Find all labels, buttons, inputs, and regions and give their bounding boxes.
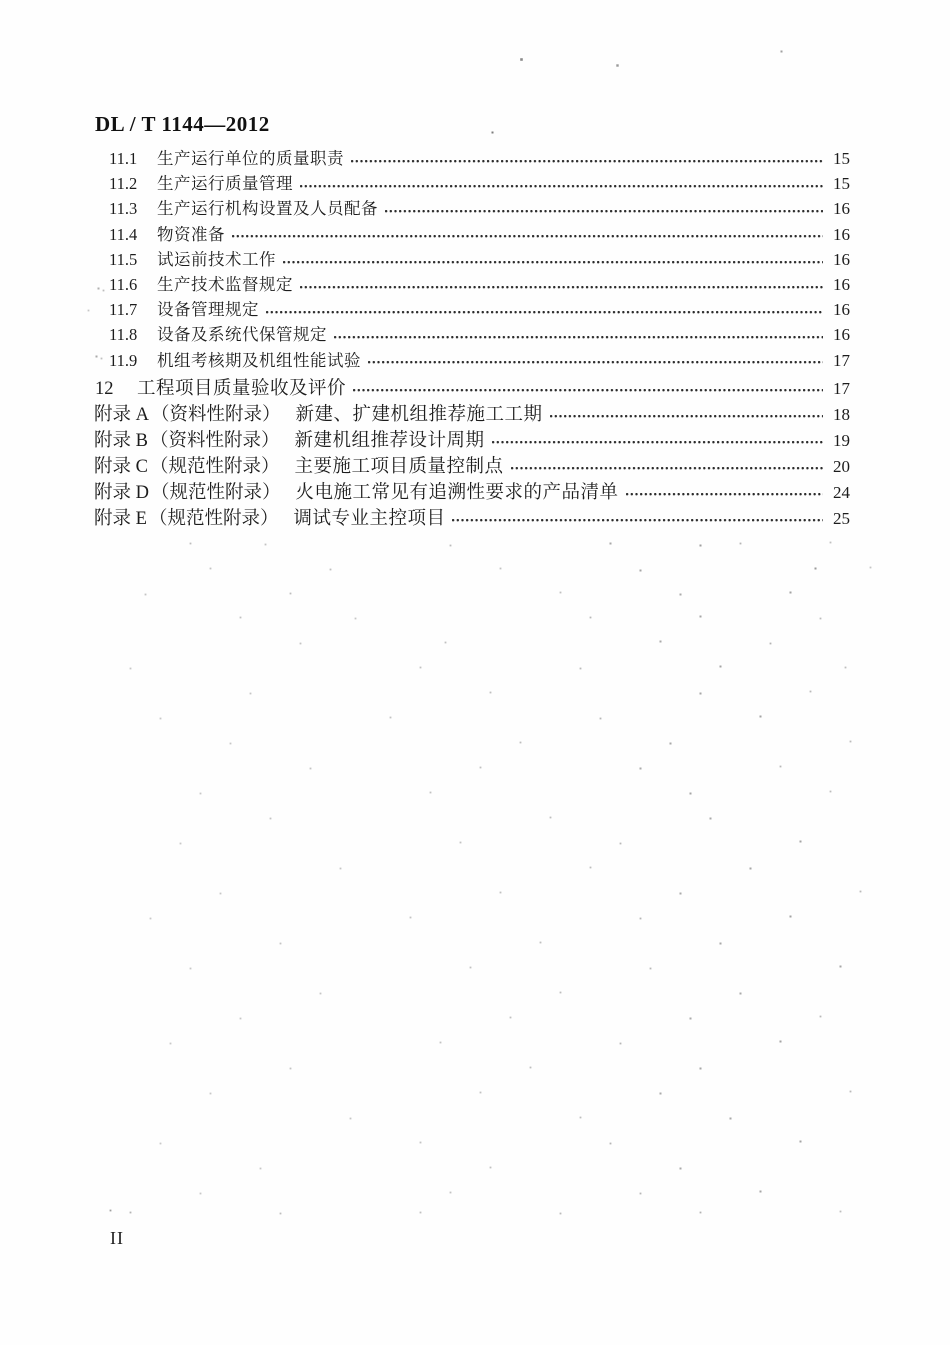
toc-entry-page: 15: [833, 149, 850, 168]
toc-entry-label: 调试专业主控项目: [293, 508, 446, 529]
toc-entry: [93, 426, 850, 452]
dot-leader: [626, 478, 823, 504]
toc-entry: [93, 296, 850, 321]
toc-entry-label: 新建、扩建机组推荐施工工期: [295, 404, 543, 425]
toc-entry-number: 11.6: [109, 274, 138, 294]
toc-entry: [93, 321, 850, 346]
toc-entry-page: 24: [833, 482, 850, 502]
dot-leader: [368, 347, 823, 372]
toc-entry-label: 生产技术监督规定: [157, 274, 293, 294]
toc-entry-page: 16: [833, 300, 850, 320]
toc-entry-page: 20: [833, 456, 850, 476]
dot-leader: [334, 321, 823, 346]
toc-entry: [93, 478, 850, 504]
toc-entry: [93, 347, 850, 372]
toc-entry-number: 附录 E: [94, 508, 147, 529]
toc-entry-number: 11.7: [109, 300, 138, 320]
toc-entry-label: 工程项目质量验收及评价: [137, 378, 347, 399]
toc-entry-number: 11.5: [109, 249, 138, 269]
toc-entry: [93, 400, 850, 426]
toc-entry-label: 试运前技术工作: [157, 249, 276, 269]
dot-leader: [452, 504, 823, 530]
toc-entry: [93, 145, 850, 170]
dot-leader: [492, 426, 824, 452]
toc-entry: [93, 271, 850, 296]
dot-leader: [283, 246, 823, 271]
toc-entry-paren: （规范性附录）: [151, 482, 281, 503]
toc-entry-paren: （资料性附录）: [151, 404, 281, 425]
scan-noise-specks: [0, 0, 1, 1]
dot-leader: [300, 271, 823, 296]
toc-entry-page: 16: [833, 274, 850, 294]
toc-entry-label: 生产运行单位的质量职责: [157, 149, 344, 168]
toc-entry: [93, 170, 850, 195]
toc-entry: [93, 195, 850, 220]
toc-entry-number: 附录 D: [94, 482, 149, 503]
toc-entry: [93, 372, 850, 400]
toc-entry-paren: （规范性附录）: [148, 508, 279, 529]
toc-entry-number: 附录 C: [94, 456, 148, 477]
toc-entry-number: 11.3: [109, 199, 138, 219]
toc-entry-page: 18: [833, 404, 850, 424]
toc-entry-number: 11.4: [109, 224, 138, 244]
standard-code-header: DL / T 1144—2012: [95, 112, 270, 136]
toc-entry-number: 11.9: [109, 350, 138, 370]
toc-entry-page: 16: [833, 249, 850, 269]
dot-leader: [353, 374, 823, 400]
toc-entry-label: 物资准备: [157, 224, 225, 244]
dot-leader: [511, 452, 824, 478]
toc-entry-paren: （资料性附录）: [149, 430, 280, 451]
toc-entry-page: 16: [833, 325, 850, 345]
toc-entry-page: 15: [833, 174, 850, 194]
toc-entry-label: 生产运行机构设置及人员配备: [157, 199, 378, 219]
toc-entry-page: 16: [833, 199, 850, 219]
toc-entry-label: 机组考核期及机组性能试验: [157, 350, 361, 370]
toc-entry-number: 11.2: [109, 174, 138, 194]
toc-entry: [93, 221, 850, 246]
dot-leader: [266, 296, 823, 321]
dot-leader: [300, 170, 823, 195]
toc-entry-number: 附录 B: [94, 430, 148, 451]
toc-entry-label: 设备管理规定: [157, 300, 259, 320]
dot-leader: [351, 145, 823, 170]
toc-entry: [93, 452, 850, 478]
toc-entry-label: 主要施工项目质量控制点: [294, 456, 504, 477]
toc-entry-label: 火电施工常见有追溯性要求的产品清单: [295, 482, 619, 503]
dot-leader: [550, 400, 823, 426]
toc-entry-number: 12: [95, 378, 114, 399]
toc-entry-page: 16: [833, 224, 850, 244]
toc-entry-page: 17: [833, 378, 850, 398]
toc-entry-page: 19: [833, 430, 850, 450]
page-number: II: [110, 1228, 124, 1248]
dot-leader: [232, 221, 823, 246]
toc-entry-label: 新建机组推荐设计周期: [294, 430, 485, 451]
toc-list: [93, 145, 850, 530]
dot-leader: [385, 195, 823, 220]
toc-entry-number: 附录 A: [94, 404, 149, 425]
toc-entry-number: 11.1: [109, 149, 138, 168]
toc-entry: [93, 504, 850, 530]
toc-entry-label: 生产运行质量管理: [157, 174, 293, 194]
toc-entry-number: 11.8: [109, 325, 138, 345]
toc-entry-label: 设备及系统代保管规定: [157, 325, 327, 345]
toc-entry-page: 25: [833, 508, 850, 528]
toc-entry: [93, 246, 850, 271]
toc-entry-page: 17: [833, 350, 850, 370]
toc-entry-paren: （规范性附录）: [149, 456, 280, 477]
